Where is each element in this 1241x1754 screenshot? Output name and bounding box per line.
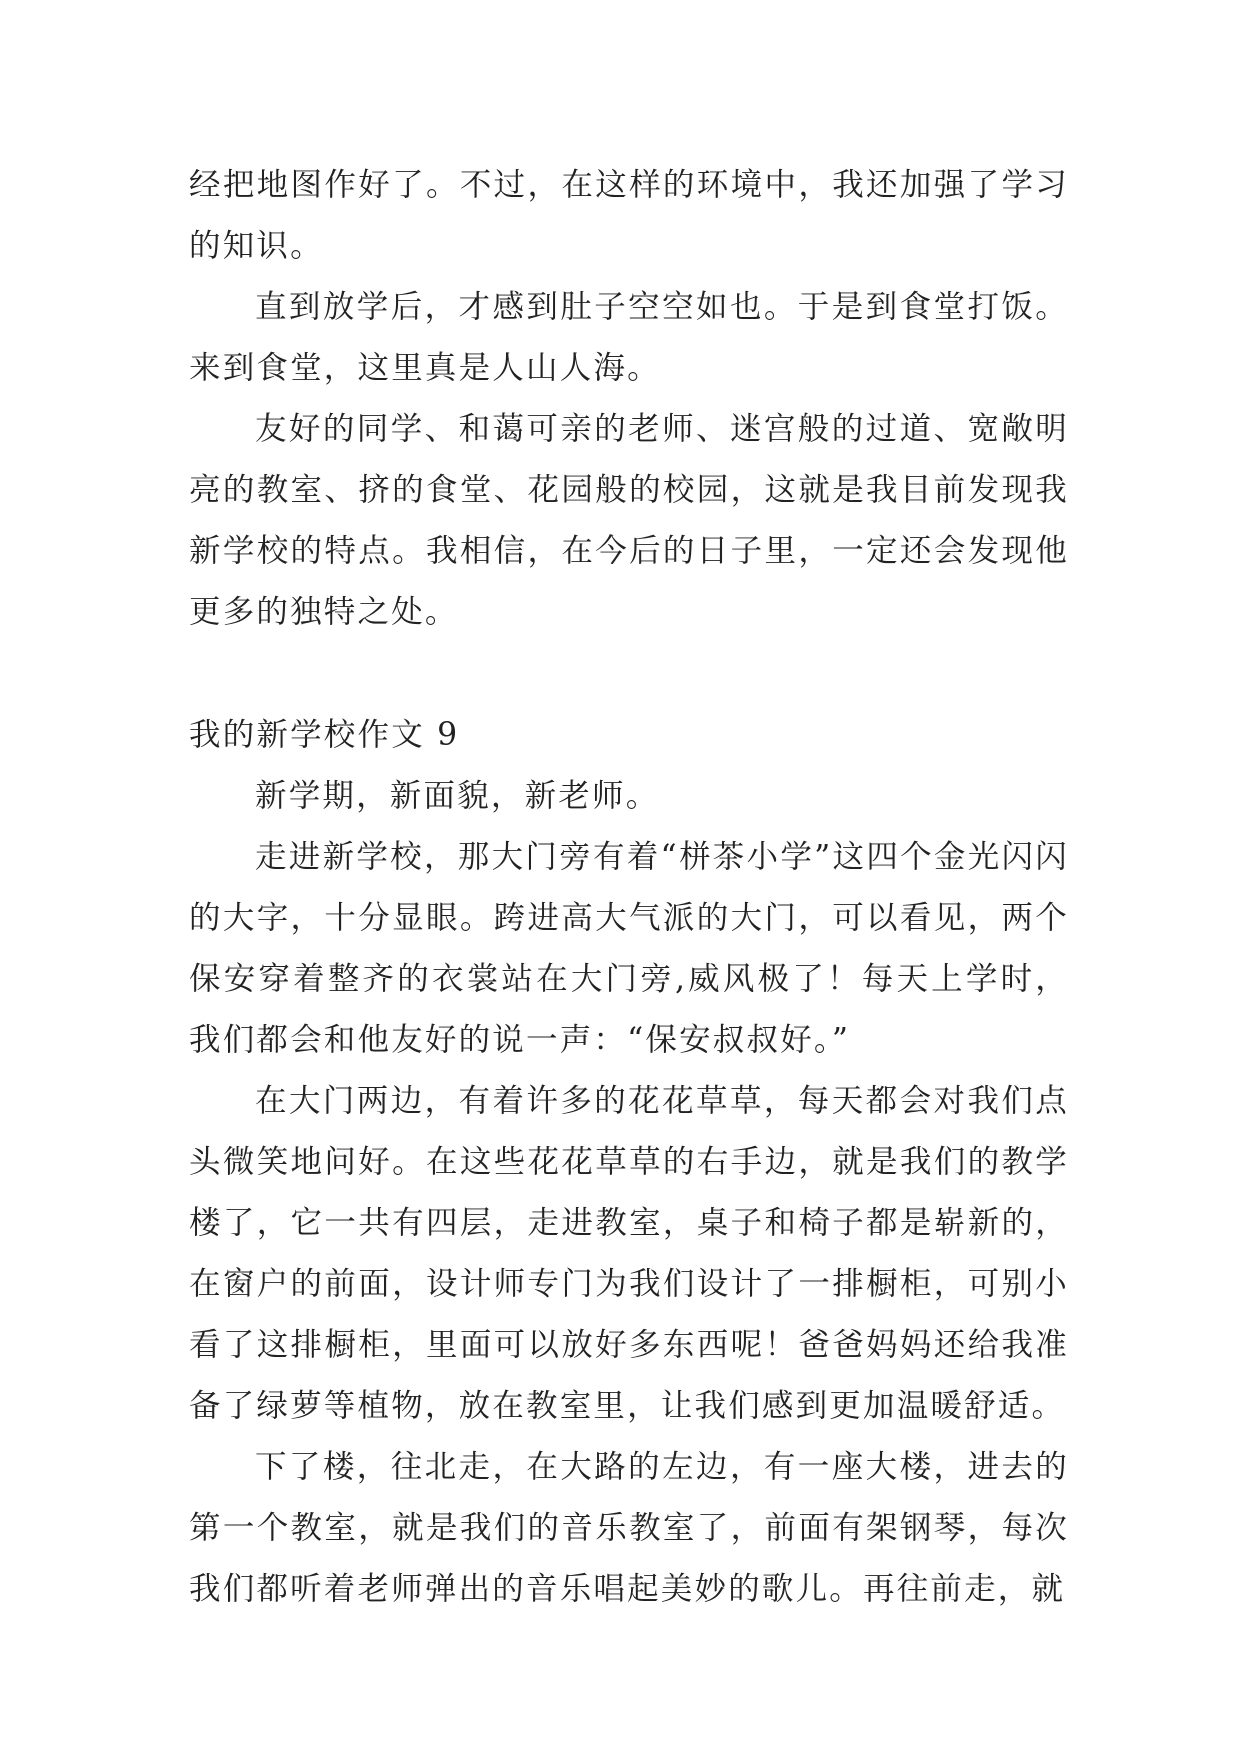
paragraph-school-gate: 走进新学校，那大门旁有着“栟茶小学”这四个金光闪闪的大字，十分显眼。跨进高大气派的大门，可以看见，两个保安穿着整齐的衣裳站在大门旁,威风极了！每天上学时，我们都会和他友好的说一声：“保安叔叔好。” <box>189 839 1069 1058</box>
paragraph-music-room: 下了楼，往北走，在大路的左边，有一座大楼，进去的第一个教室，就是我们的音乐教室了，前面有架钢琴，每次我们都听着老师弹出的音乐唱起美妙的歌儿。再往前走，就 <box>189 1449 1069 1607</box>
paragraph-school-features: 友好的同学、和蔼可亲的老师、迷宫般的过道、宽敞明亮的教室、挤的食堂、花园般的校园，这就是我目前发现我新学校的特点。我相信，在今后的日子里，一定还会发现他更多的独特之处。 <box>189 411 1069 630</box>
paragraph-continuation: 经把地图作好了。不过，在这样的环境中，我还加强了学习的知识。 <box>189 167 1069 264</box>
section-heading: 我的新学校作文 9 <box>189 717 460 753</box>
paragraph-classroom: 在大门两边，有着许多的花花草草，每天都会对我们点头微笑地问好。在这些花花草草的右手边，就是我们的教学楼了，它一共有四层，走进教室，桌子和椅子都是崭新的，在窗户的前面，设计师专门为我们设计了一排橱柜，可别小看了这排橱柜，里面可以放好多东西呢！爸爸妈妈还给我准备了绿萝等植物，放在教室里，让我们感到更加温暖舒适。 <box>189 1083 1069 1424</box>
paragraph-cafeteria: 直到放学后，才感到肚子空空如也。于是到食堂打饭。来到食堂，这里真是人山人海。 <box>189 289 1069 386</box>
document-body <box>189 155 1069 1620</box>
paragraph-new-term: 新学期，新面貌，新老师。 <box>255 778 660 814</box>
